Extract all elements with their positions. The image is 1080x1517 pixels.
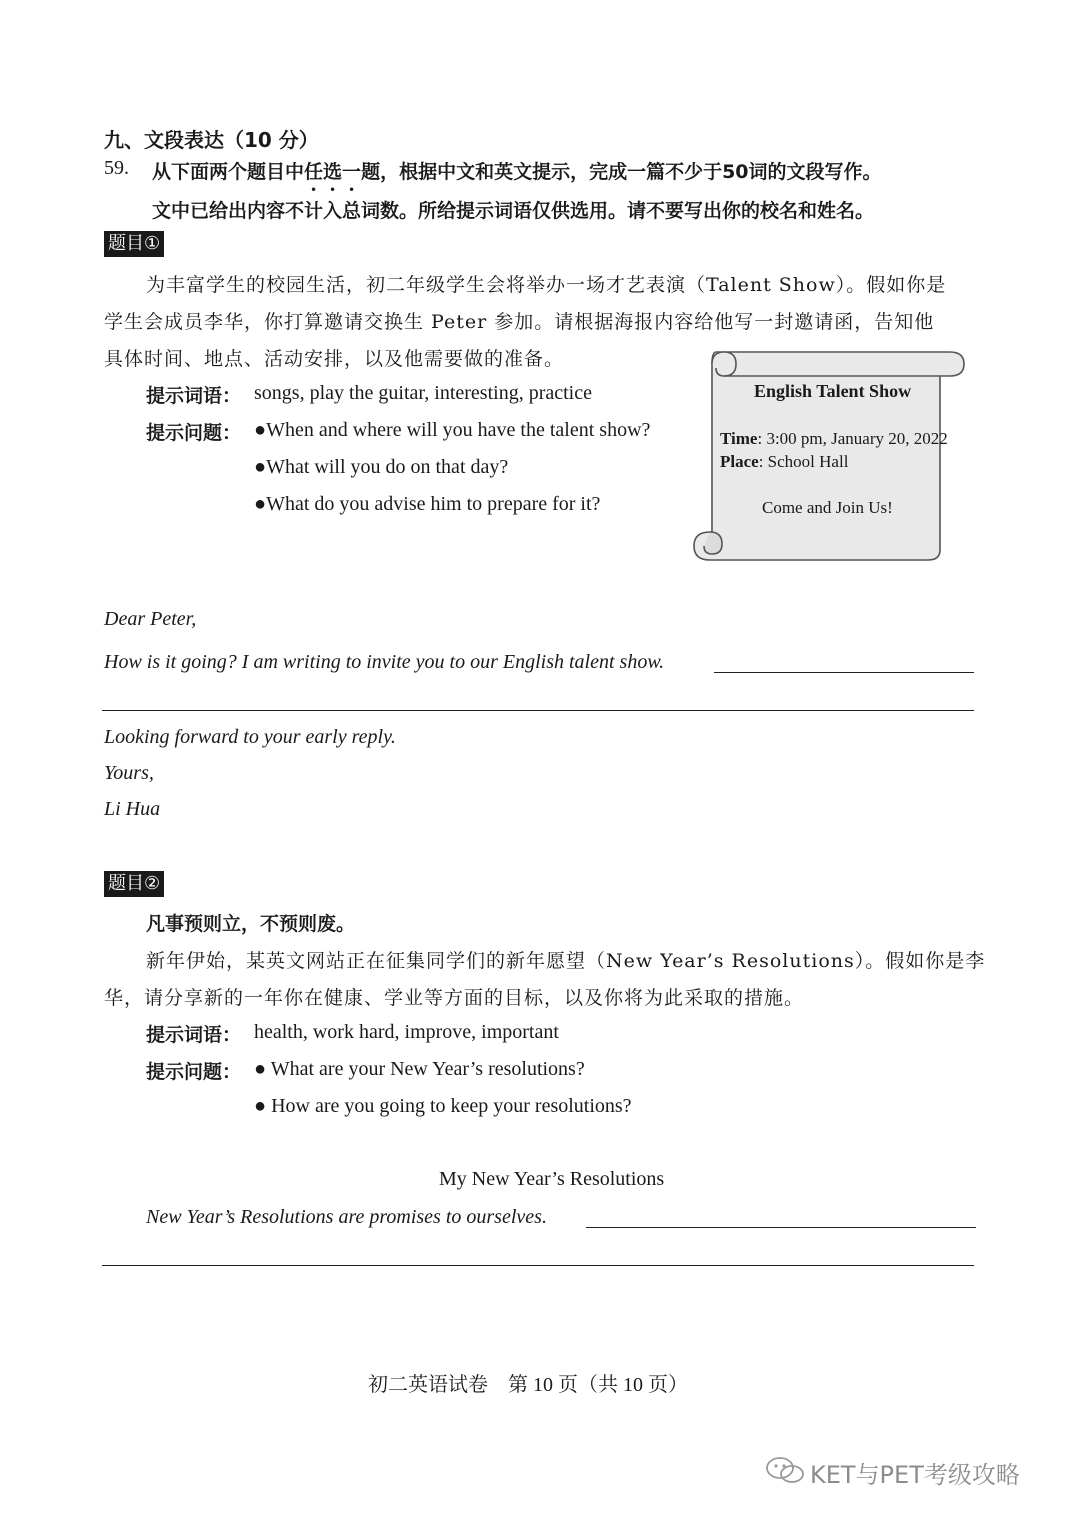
topic2-desc-line: 华，请分享新的一年你在健康、学业等方面的目标，以及你将为此采取的措施。 [104, 987, 805, 1009]
letter-opening: How is it going? I am writing to invite you to our English talent show. [104, 651, 665, 673]
topic1-desc-line: 具体时间、地点、活动安排，以及他需要做的准备。 [104, 348, 565, 370]
poster-time: Time: 3:00 pm, January 20, 2022 [720, 429, 948, 448]
topic2-hint-words-label: 提示词语： [146, 1024, 242, 1046]
poster-title: English Talent Show [754, 381, 912, 401]
answer-line[interactable] [102, 1265, 974, 1266]
letter-signoff: Yours, [104, 762, 154, 784]
question-instruction-line1: 从下面两个题目中任选一题，根据中文和英文提示，完成一篇不少于50词的文段写作。 [152, 161, 882, 183]
letter-signature: Li Hua [104, 798, 161, 820]
topic1-desc-line: 为丰富学生的校园生活，初二年级学生会将举办一场才艺表演（Talent Show）。假如你是 [146, 274, 947, 296]
topic1-hint-question: ●What will you do on that day? [254, 456, 509, 478]
question-number: 59. [104, 157, 129, 179]
topic2-motto: 凡事预则立，不预则废。 [146, 913, 356, 935]
answer-line[interactable] [714, 672, 974, 673]
essay-title: My New Year’s Resolutions [439, 1168, 665, 1190]
topic2-hint-questions-label: 提示问题： [146, 1061, 242, 1083]
topic2-desc-line: 新年伊始，某英文网站正在征集同学们的新年愿望（New Year’s Resolutions）。假如你是李 [146, 950, 986, 972]
letter-closing: Looking forward to your early reply. [104, 726, 396, 748]
letter-greeting: Dear Peter, [104, 608, 197, 630]
answer-line[interactable] [586, 1227, 976, 1228]
topic1-tag: 题目① [104, 231, 164, 257]
poster-slogan: Come and Join Us! [762, 498, 893, 517]
topic1-hint-words: songs, play the guitar, interesting, practice [254, 382, 592, 404]
topic2-hint-question: ● How are you going to keep your resolutions? [254, 1095, 632, 1117]
wechat-icon [764, 1454, 808, 1486]
answer-line[interactable] [102, 710, 974, 711]
topic2-hint-words: health, work hard, improve, important [254, 1021, 559, 1043]
question-instruction-line2: 文中已给出内容不计入总词数。所给提示词语仅供选用。请不要写出你的校名和姓名。 [152, 200, 875, 222]
topic1-hint-question: ●What do you advise him to prepare for it? [254, 493, 601, 515]
essay-opening: New Year’s Resolutions are promises to ourselves. [146, 1206, 547, 1228]
topic1-hint-words-label: 提示词语： [146, 385, 242, 407]
section-title: 九、文段表达（10 分） [104, 128, 319, 152]
topic1-hint-question: ●When and where will you have the talent show? [254, 419, 651, 441]
topic2-hint-question: ● What are your New Year’s resolutions? [254, 1058, 585, 1080]
page-footer: 初二英语试卷 第 10 页（共 10 页） [368, 1374, 688, 1396]
watermark-text: KET与PET考级攻略 [810, 1461, 1020, 1489]
topic2-tag: 题目② [104, 871, 164, 897]
poster-place: Place: School Hall [720, 452, 849, 471]
topic1-desc-line: 学生会成员李华，你打算邀请交换生 Peter 参加。请根据海报内容给他写一封邀请函，告知他 [104, 311, 935, 333]
topic1-hint-questions-label: 提示问题： [146, 422, 242, 444]
